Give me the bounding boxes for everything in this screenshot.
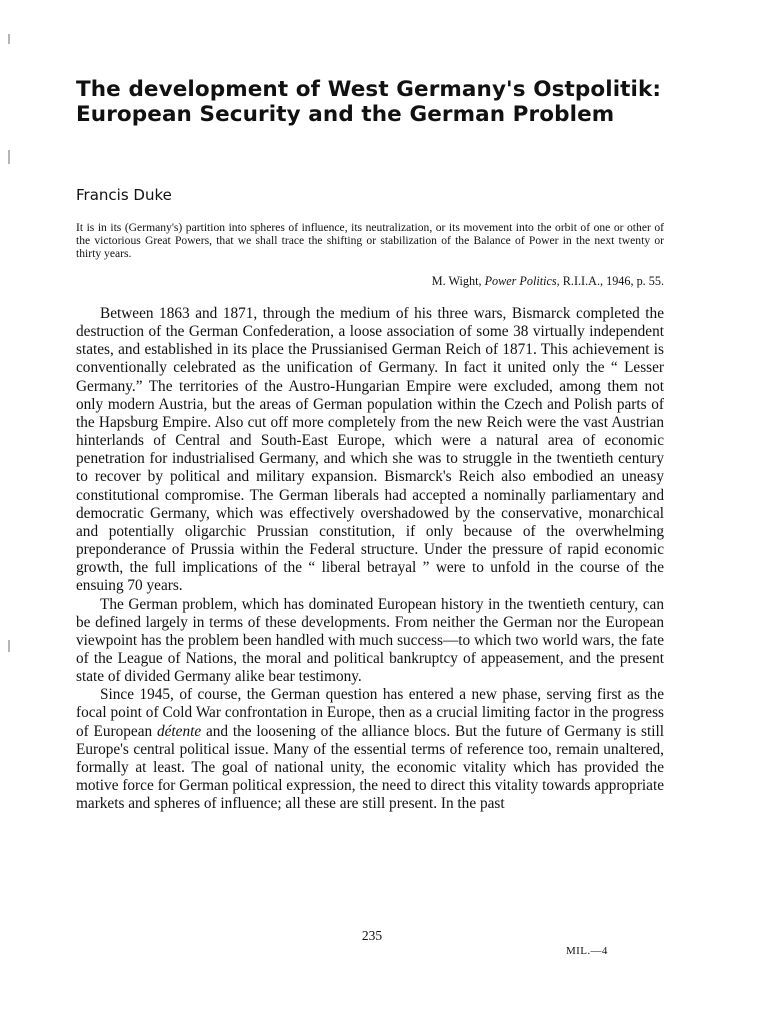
body-paragraph-3 bbox=[76, 686, 664, 813]
epigraph-quote: It is in its (Germany's) partition into spheres of influence, its neutralization, or its movement into the orbit of one or other of the victorious Great Powers, that we shall trace the shifting or stabilization of the Balance of Power in the next twenty or thirty years. bbox=[76, 221, 664, 261]
margin-mark-upper bbox=[8, 150, 10, 164]
margin-mark-lower bbox=[8, 640, 10, 652]
epigraph-source-author: M. Wight, bbox=[431, 274, 482, 288]
article-body bbox=[76, 305, 664, 813]
body-paragraph-2: The German problem, which has dominated European history in the twentieth century, can be defined largely in terms of these developments. From neither the German nor the European viewpoint has the problem been handled with much success—to which two world wars, the fate of the League of Nations, the moral and political bankruptcy of appeasement, and the present state of divided Germany alike bear testimony. bbox=[76, 595, 664, 686]
body-paragraph-1: Between 1863 and 1871, through the medium of his three wars, Bismarck completed the destruction of the German Confederation, a loose association of some 38 virtually independent states, and established in its place the Prussianised German Reich of 1871. This achievement is conventionally celebrated as the unification of Germany. In fact it united only the “ Lesser Germany.” The territories of the Austro-Hungarian Empire were excluded, among them not only modern Austria, but the areas of German population within the Czech and Polish parts of the Hapsburg Empire. Also cut off more completely from the new Reich were the vast Austrian hinterlands of Central and South-East Europe, which were a natural area of economic penetration for industrialised Germany, and which she was to struggle in the twentieth century to recover by political and military expansion. Bismarck's Reich also embodied an uneasy constitutional compromise. The German liberals had accepted a nominally parliamentary and democratic Germany, which was effectively overshadowed by the conservative, monarchical and potentially oligarchic Prussian constitution, if only because of the overwhelming preponderance of Prussia within the Federal structure. Under the pressure of rapid economic growth, the full implications of the “ liberal betrayal ” were to unfold in the course of the ensuing 70 years. bbox=[76, 305, 664, 595]
article-title: The development of West Germany's Ostpolitik: European Security and the German Problem bbox=[76, 77, 662, 127]
body-paragraph-3-start: Since 1945, of course, the German question has entered a new phase, serving first as the focal point of Cold War confrontation in Europe, then as a crucial limiting factor in the progress of European bbox=[76, 686, 664, 740]
epigraph-source-title: Power Politics, bbox=[484, 274, 560, 288]
page-number: 235 bbox=[361, 928, 383, 943]
epigraph-source-details: R.I.I.A., 1946, p. 55. bbox=[562, 274, 664, 288]
signature-mark: MIL.—4 bbox=[566, 945, 608, 957]
epigraph-source bbox=[432, 274, 664, 288]
body-paragraph-3-end: and the loosening of the alliance blocs. But the future of Germany is still Europe's central political issue. Many of the essential terms of reference too, remain unaltered, formally at least. The goal of national unity, the economic vitality which has provided the motive force for German political expression, the need to direct this vitality towards appropriate markets and spheres of influence; all these are still present. In the past bbox=[76, 722, 664, 813]
article-author: Francis Duke bbox=[76, 186, 172, 204]
margin-mark-top bbox=[8, 34, 10, 44]
body-paragraph-3-italic: détente bbox=[156, 722, 202, 740]
